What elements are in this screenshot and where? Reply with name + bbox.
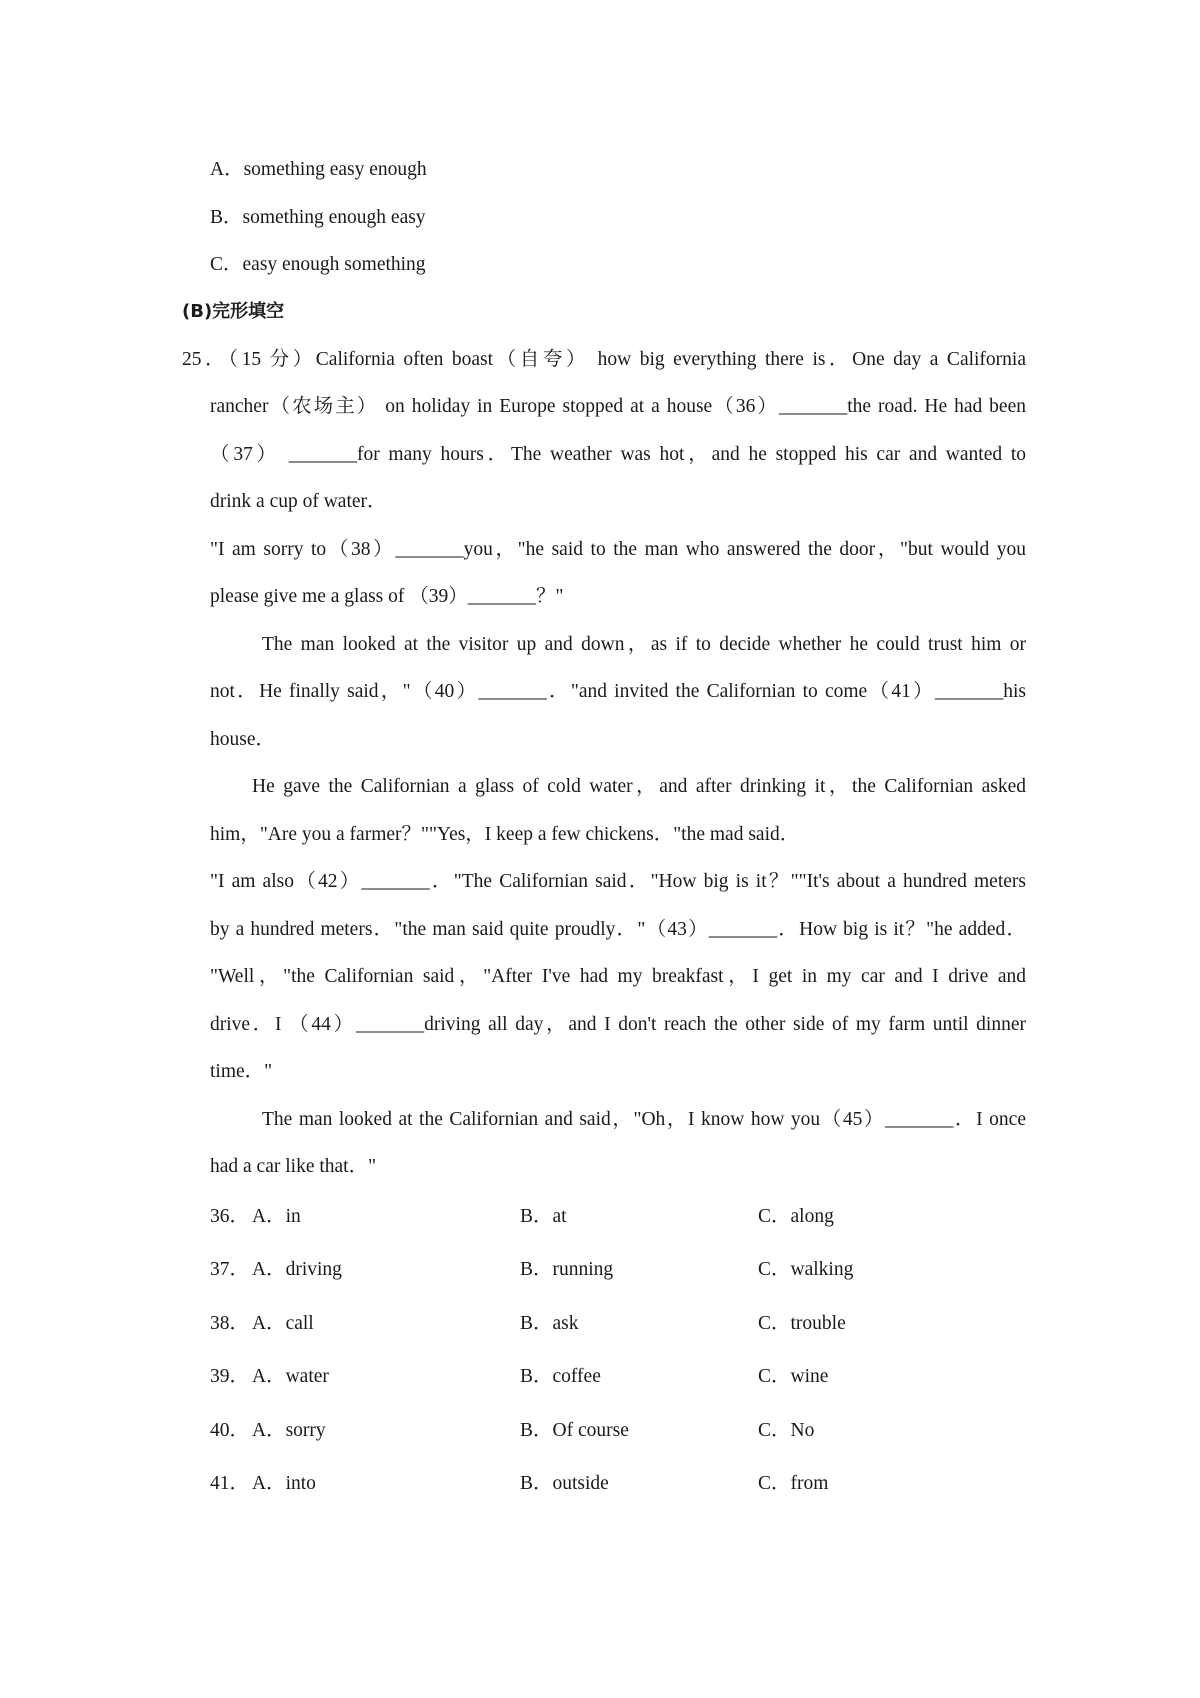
option-b: B．at [520, 1206, 567, 1227]
passage-line-3: （37） _______for many hours．The weather was hot，and he stopped his car and wanted to [210, 444, 1026, 465]
option-a: A．call [252, 1313, 314, 1334]
question-number: 38． [210, 1313, 250, 1334]
option-b: B．Of course [520, 1420, 629, 1441]
passage-line-5: "I am sorry to（38）_______you，"he said to the man who answered the door，"but would you [210, 539, 1026, 560]
question-number: 39． [210, 1366, 250, 1387]
option-a: A．water [252, 1366, 329, 1387]
passage-line-18: had a car like that．" [210, 1156, 377, 1177]
option-b: B．coffee [520, 1366, 601, 1387]
option-c: C．trouble [758, 1313, 846, 1334]
passage-line-7: The man looked at the visitor up and down，as if to decide whether he could trust him or [262, 634, 1026, 655]
question-number: 40． [210, 1420, 250, 1441]
option-a: A．into [252, 1473, 316, 1494]
section-heading: (B)完形填空 [182, 301, 285, 322]
prev-option-b: B．something enough easy [210, 207, 426, 228]
option-a: A．driving [252, 1259, 342, 1280]
passage-line-13: by a hundred meters．"the man said quite proudly．"（43）_______．How big is it？"he added． [210, 919, 1026, 940]
passage-line-15: drive．I （44）_______driving all day，and I don't reach the other side of my farm until dinner [210, 1014, 1026, 1035]
prev-option-a: A．something easy enough [210, 159, 427, 180]
option-b: B．ask [520, 1313, 579, 1334]
passage-line-16: time．" [210, 1061, 273, 1082]
passage-line-6: please give me a glass of （39）_______？" [210, 586, 564, 607]
question-number: 37． [210, 1259, 250, 1280]
option-c: C．along [758, 1206, 834, 1227]
passage-line-14: "Well，"the Californian said，"After I've had my breakfast，I get in my car and I drive and [210, 966, 1026, 987]
passage-line-9: house． [210, 729, 275, 750]
prev-option-c: C．easy enough something [210, 254, 426, 275]
option-c: C．wine [758, 1366, 829, 1387]
option-c: C．from [758, 1473, 829, 1494]
passage-line-17: The man looked at the Californian and said，"Oh，I know how you（45）_______．I once [262, 1109, 1026, 1130]
option-b: B．outside [520, 1473, 609, 1494]
question-number: 41． [210, 1473, 250, 1494]
option-c: C．walking [758, 1259, 854, 1280]
passage-line-8: not．He finally said，"（40）_______．"and invited the Californian to come（41）_______his [210, 681, 1026, 702]
question-number: 36． [210, 1206, 250, 1227]
passage-line-2: rancher（农场主） on holiday in Europe stopped at a house（36）_______the road. He had been [210, 396, 1026, 417]
passage-line-1: 25．（15 分）California often boast（自夸） how big everything there is．One day a California [182, 349, 1026, 370]
passage-line-4: drink a cup of water． [210, 491, 387, 512]
passage-line-12: "I am also（42）_______．"The Californian said．"How big is it？""It's about a hundred meters [210, 871, 1026, 892]
option-a: A．sorry [252, 1420, 326, 1441]
option-b: B．running [520, 1259, 614, 1280]
option-a: A．in [252, 1206, 301, 1227]
option-c: C．No [758, 1420, 815, 1441]
passage-line-11: him，"Are you a farmer？""Yes，I keep a few chickens．"the mad said． [210, 824, 800, 845]
passage-line-10: He gave the Californian a glass of cold water，and after drinking it，the Californian asked [252, 776, 1026, 797]
